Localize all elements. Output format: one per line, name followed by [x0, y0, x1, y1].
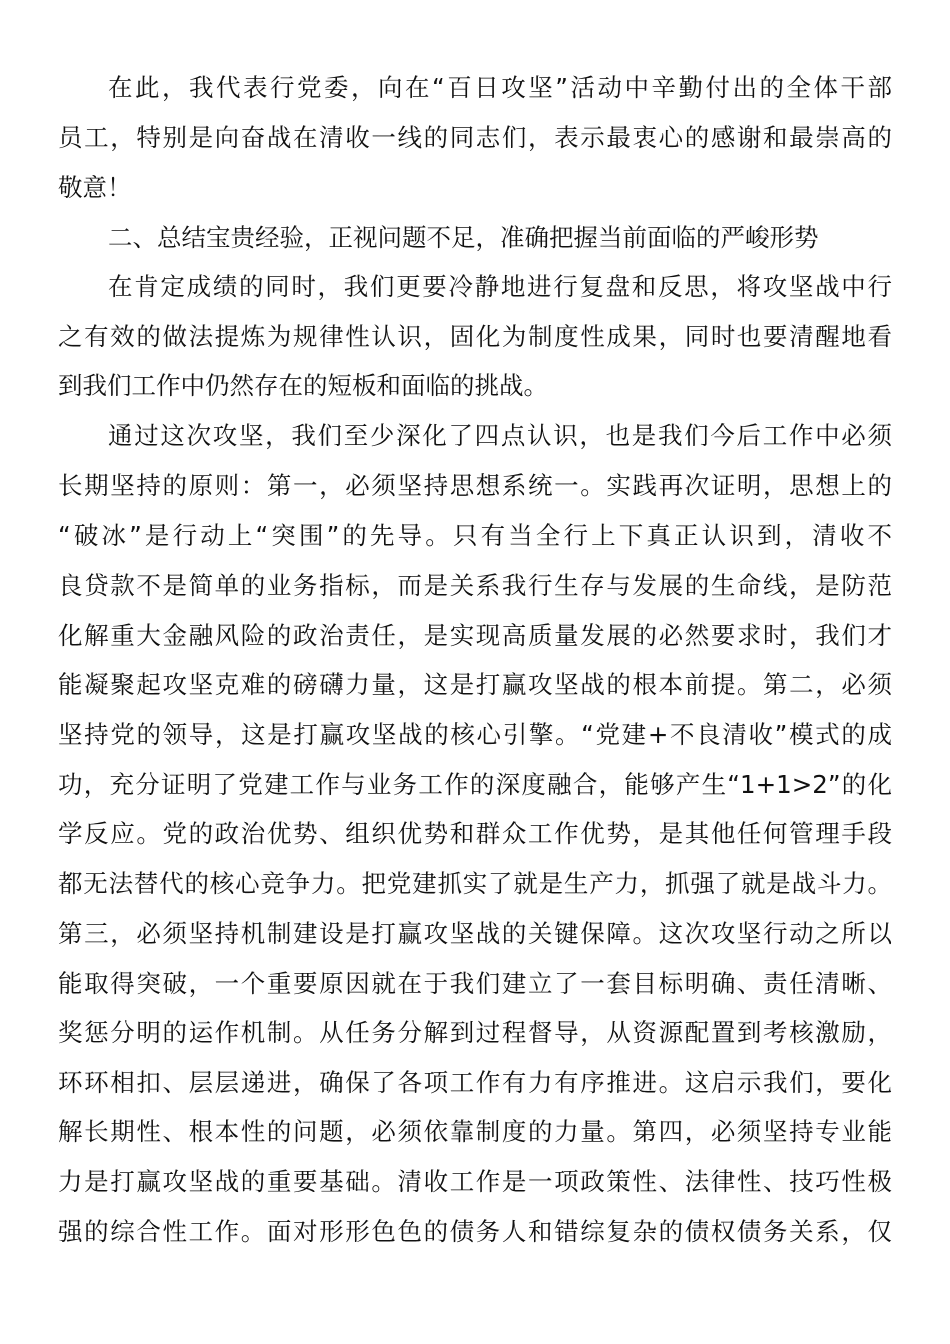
- text-line: 在此，我代表行党委，向在“百日攻坚”活动中辛勤付出的全体干部: [108, 73, 892, 102]
- text-line: 第三，必须坚持机制建设是打赢攻坚战的关键保障。这次攻坚行动之所以: [58, 919, 892, 948]
- text-line: 强的综合性工作。面对形形色色的债务人和错综复杂的债权债务关系，仅: [58, 1217, 892, 1246]
- text-line: 敬意！: [58, 173, 132, 202]
- text-line: 力是打赢攻坚战的重要基础。清收工作是一项政策性、法律性、技巧性极: [58, 1167, 892, 1196]
- text-line: 长期坚持的原则：第一，必须坚持思想系统一。实践再次证明，思想上的: [58, 471, 892, 500]
- text-line: 功，充分证明了党建工作与业务工作的深度融合，能够产生“1+1>2”的化: [58, 770, 892, 799]
- text-line: “破冰”是行动上“突围”的先导。只有当全行上下真正认识到，清收不: [58, 521, 892, 550]
- text-line: 奖惩分明的运作机制。从任务分解到过程督导，从资源配置到考核激励，: [58, 1018, 892, 1047]
- text-line: 之有效的做法提炼为规律性认识，固化为制度性成果，同时也要清醒地看: [58, 322, 892, 351]
- section-heading: 二、总结宝贵经验，正视问题不足，准确把握当前面临的严峻形势: [108, 223, 819, 252]
- text-line: 在肯定成绩的同时，我们更要冷静地进行复盘和反思，将攻坚战中行: [108, 272, 892, 301]
- text-line: 解长期性、根本性的问题，必须依靠制度的力量。第四，必须坚持专业能: [58, 1117, 892, 1146]
- text-line: 到我们工作中仍然存在的短板和面临的挑战。: [58, 371, 548, 400]
- text-line: 良贷款不是简单的业务指标，而是关系我行生存与发展的生命线，是防范: [58, 571, 892, 600]
- text-line: 坚持党的领导，这是打赢攻坚战的核心引擎。“党建+不良清收”模式的成: [58, 720, 892, 749]
- text-line: 员工，特别是向奋战在清收一线的同志们，表示最衷心的感谢和最崇高的: [58, 123, 892, 152]
- text-line: 都无法替代的核心竞争力。把党建抓实了就是生产力，抓强了就是战斗力。: [58, 869, 892, 898]
- text-line: 能取得突破，一个重要原因就在于我们建立了一套目标明确、责任清晰、: [58, 969, 892, 998]
- text-line: 能凝聚起攻坚克难的磅礴力量，这是打赢攻坚战的根本前提。第二，必须: [58, 670, 892, 699]
- text-line: 化解重大金融风险的政治责任，是实现高质量发展的必然要求时，我们才: [58, 621, 892, 650]
- text-line: 环环相扣、层层递进，确保了各项工作有力有序推进。这启示我们，要化: [58, 1068, 892, 1097]
- text-line: 通过这次攻坚，我们至少深化了四点认识，也是我们今后工作中必须: [108, 421, 892, 450]
- text-line: 学反应。党的政治优势、组织优势和群众工作优势，是其他任何管理手段: [58, 819, 892, 848]
